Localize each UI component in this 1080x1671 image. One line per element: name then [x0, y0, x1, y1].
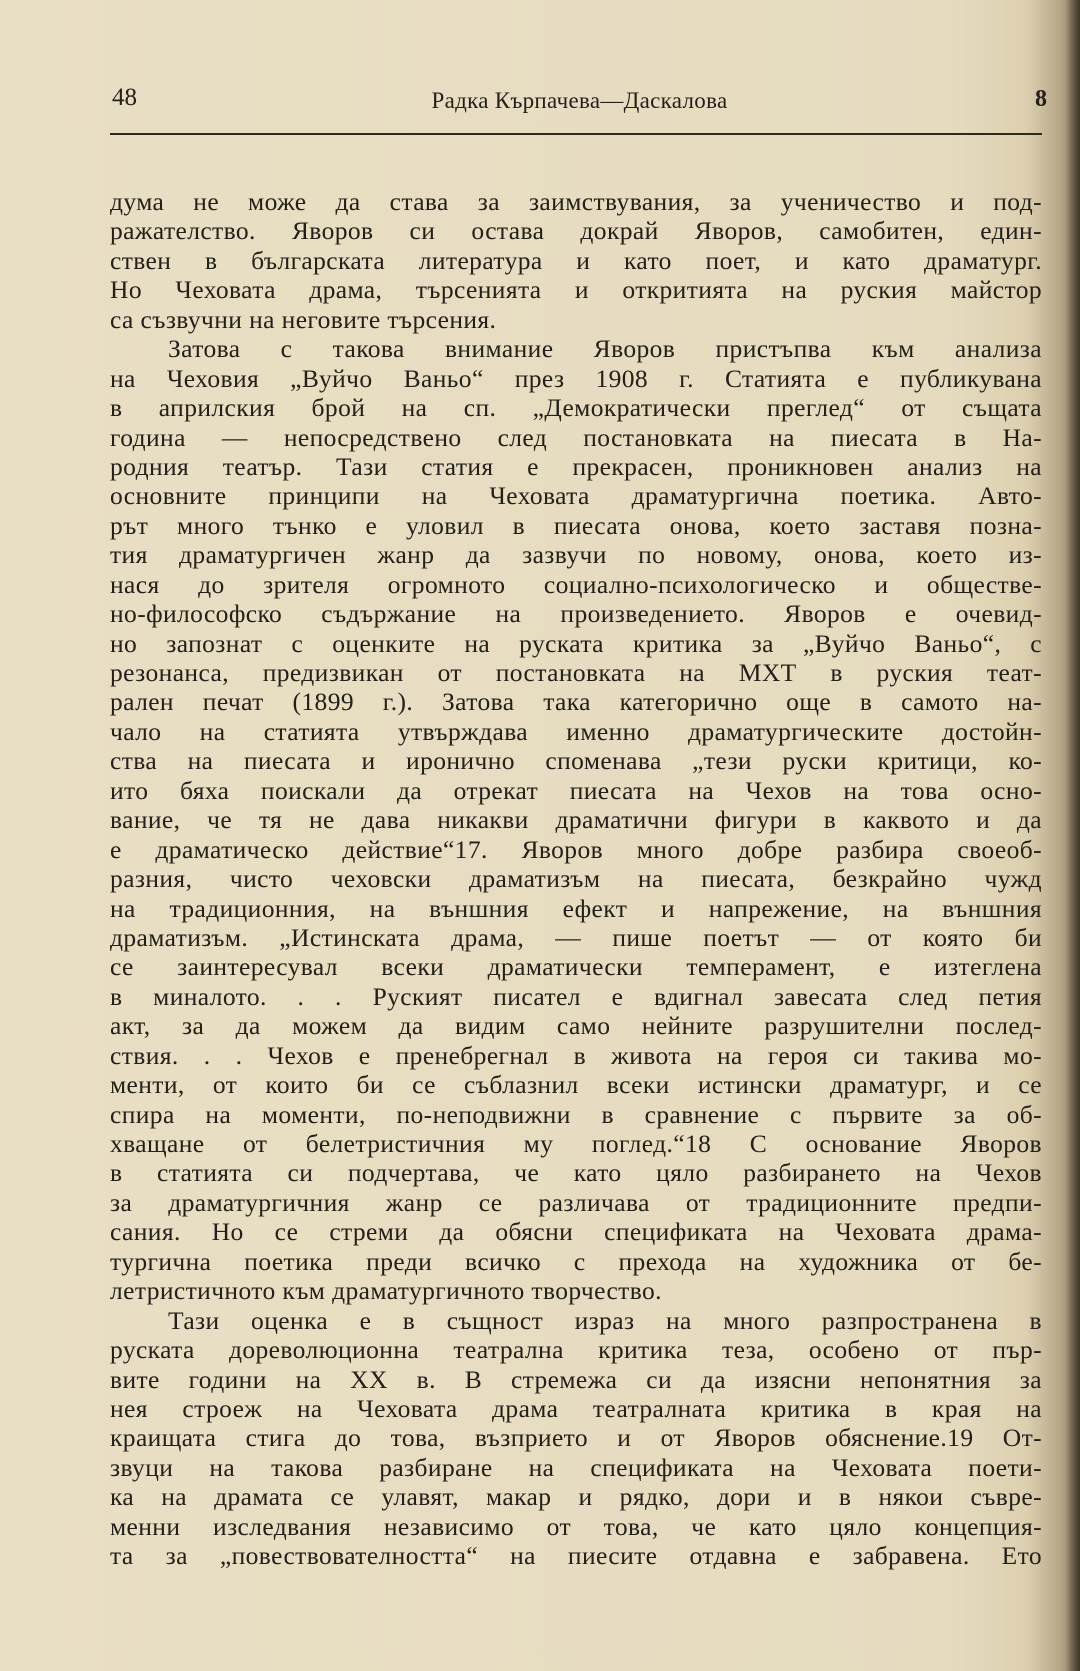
text-line: Но Чеховата драма, търсенията и откритията на руския майстор: [110, 275, 1042, 305]
page-number: 48: [112, 84, 137, 111]
text-line: чало на статията утвърждава именно драматургическите достойн-: [110, 716, 1042, 746]
body-text: [110, 187, 1042, 1571]
text-line: ствен в българската литература и като поет, и като драматург.: [110, 245, 1042, 275]
text-line: драматизъм. „Истинската драма, — пише поетът — от която би: [110, 922, 1042, 952]
paragraph-start-line: Затова с такова внимание Яворов пристъпва към анализа: [168, 334, 1042, 364]
text-line: в статията си подчертава, че като цяло разбирането на Чехов: [110, 1158, 1042, 1188]
text-line: в априлския брой на сп. „Демократически преглед“ от същата: [110, 393, 1042, 423]
text-line: на Чеховия „Вуйчо Ваньо“ през 1908 г. Статията е публикувана: [110, 363, 1042, 393]
text-line: родния театър. Тази статия е прекрасен, проникновен анализ на: [110, 451, 1042, 481]
text-line: сания. Но се стреми да обясни спецификата на Чеховата драма-: [110, 1217, 1042, 1247]
text-line: руската дореволюционна театрална критика теза, особено от пър-: [110, 1335, 1042, 1365]
text-line: та за „повествователността“ на пиесите отдавна е забравена. Ето: [110, 1541, 1042, 1571]
text-line: вите години на XX в. В стремежа си да изясни непонятния за: [110, 1364, 1042, 1394]
text-line: за драматургичния жанр се различава от традиционните предпи-: [110, 1187, 1042, 1217]
text-line: на традиционния, на външния ефект и напрежение, на външния: [110, 893, 1042, 923]
text-line: нея строеж на Чеховата драма театралната критика в края на: [110, 1393, 1042, 1423]
signature-mark: 8: [1035, 86, 1047, 112]
text-line: акт, за да можем да видим само нейните разрушителни послед-: [110, 1011, 1042, 1041]
text-line: дума не може да става за заимствувания, за ученичество и под-: [110, 187, 1042, 216]
text-line: но-философско съдържание на произведението. Яворов е очевид-: [110, 599, 1042, 629]
text-line: вание, че тя не дава никакви драматични фигури в каквото и да: [110, 805, 1042, 835]
text-line: тургична поетика преди всичко с прехода на художника от бе-: [110, 1246, 1042, 1276]
text-line: е драматическо действие“17. Яворов много добре разбира своеоб-: [110, 834, 1042, 864]
text-line: ка на драмата се улавят, макар и рядко, дори и в някои съвре-: [110, 1482, 1042, 1512]
text-line: ствия. . . Чехов е пренебрегнал в живота на героя си такива мо-: [110, 1040, 1042, 1070]
text-line: менни изследвания независимо от това, че като цяло концепция-: [110, 1511, 1042, 1541]
text-line: година — непосредствено след постановката на пиесата в На-: [110, 422, 1042, 452]
text-line: резонанса, предизвикан от постановката на МХТ в руския теат-: [110, 658, 1042, 687]
text-line: нася до зрителя огромното социално-психологическо и обществе-: [110, 569, 1042, 599]
running-header: [112, 84, 1047, 124]
text-line: летристичното към драматургичното творчество.: [110, 1276, 662, 1306]
text-line: са съзвучни на неговите търсения.: [110, 304, 497, 334]
text-line: ражателство. Яворов си остава докрай Яворов, самобитен, един-: [110, 216, 1042, 246]
text-line: спира на моменти, по-неподвижни в сравнение с първите за об-: [110, 1099, 1042, 1129]
text-line: менти, от които би се съблазнил всеки истински драматург, и се: [110, 1070, 1042, 1100]
text-line: се заинтересувал всеки драматически темперамент, е изтеглена: [110, 952, 1042, 982]
running-title: Радка Кърпачева—Даскалова: [431, 88, 728, 113]
paragraph-start-line: Тази оценка е в същност израз на много разпространена в: [168, 1305, 1042, 1335]
header-rule: [110, 133, 1042, 135]
text-line: хващане от белетристичния му поглед.“18 С основание Яворов: [110, 1129, 1042, 1158]
text-line: но запознат с оценките на руската критика за „Вуйчо Ваньо“, с: [110, 628, 1042, 658]
text-line: тия драматургичен жанр да зазвучи по новому, онова, което из-: [110, 540, 1042, 570]
text-line: основните принципи на Чеховата драматургична поетика. Авто-: [110, 481, 1042, 511]
text-line: в миналото. . . Руският писател е вдигнал завесата след петия: [110, 981, 1042, 1011]
text-line: звуци на такова разбиране на спецификата на Чеховата поети-: [110, 1452, 1042, 1482]
text-line: ито бяха поискали да отрекат пиесата на Чехов на това осно-: [110, 775, 1042, 805]
text-line: рът много тънко е уловил в пиесата онова, което заставя позна-: [110, 510, 1042, 540]
text-line: разния, чисто чеховски драматизъм на пиесата, безкрайно чужд: [110, 864, 1042, 894]
text-line: ства на пиесата и иронично споменава „тези руски критици, ко-: [110, 746, 1042, 776]
text-line: краищата стига до това, възприето и от Яворов обяснение.19 От-: [110, 1423, 1042, 1453]
text-line: рален печат (1899 г.). Затова така категорично още в самото на-: [110, 687, 1042, 717]
book-spine-edge: [1066, 0, 1080, 1671]
